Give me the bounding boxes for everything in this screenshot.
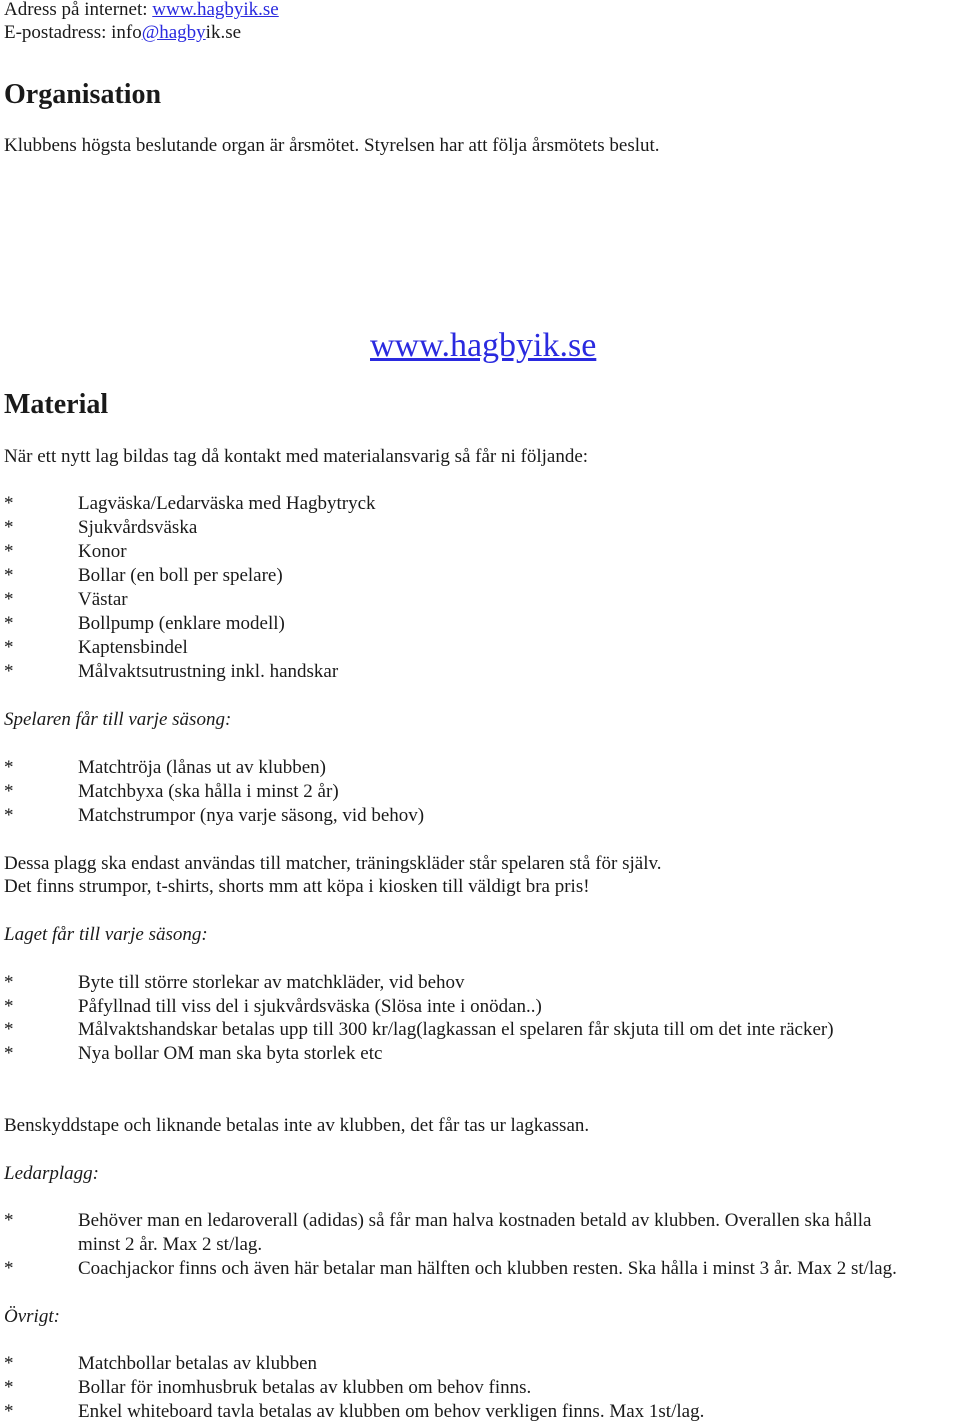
contact-email-line [4,21,241,45]
email-link[interactable]: @hagby [141,22,206,43]
bullet-star: * [4,493,14,514]
watermark-website-link[interactable]: www.hagbyik.se [370,327,597,364]
contact-address-line [4,0,279,22]
list-item-text: Målvaktshandskar betalas upp till 300 kr/lag(lagkassan el spelaren får skjuta till om det inte räcker) [78,1019,834,1040]
bullet-star: * [4,757,14,778]
email-suffix: ik.se [205,22,242,43]
list-item-text: Matchbollar betalas av klubben [78,1353,318,1374]
team-season-heading: Laget får till varje säsong: [4,924,208,945]
contact-address-label: Adress på internet: [4,0,153,20]
list-item-text: Enkel whiteboard tavla betalas av klubben om behov verkligen finns. Max 1st/lag. [78,1401,705,1422]
list-item-text: Bollar för inomhusbruk betalas av klubben om behov finns. [78,1377,532,1398]
bullet-star: * [4,1043,14,1064]
list-item-text: Konor [78,541,127,562]
list-item-text: minst 2 år. Max 2 st/lag. [78,1234,263,1255]
list-item-text: Matchbyxa (ska hålla i minst 2 år) [78,781,339,802]
list-item-text: Behöver man en ledaroverall (adidas) så får man halva kostnaden betald av klubben. Overallen ska hålla [78,1210,872,1231]
bullet-star: * [4,996,14,1017]
list-item-text: Lagväska/Ledarväska med Hagbytryck [78,493,376,514]
bullet-star: * [4,637,14,658]
bullet-star: * [4,541,14,562]
bullet-star: * [4,1401,14,1422]
bullet-star: * [4,613,14,634]
list-item-text: Västar [78,589,128,610]
list-item-text: Kaptensbindel [78,637,188,658]
other-heading: Övrigt: [4,1306,60,1327]
team-season-note: Benskyddstape och liknande betalas inte av klubben, det får tas ur lagkassan. [4,1115,590,1136]
bullet-star: * [4,565,14,586]
list-item-text: Bollpump (enklare modell) [78,613,285,634]
player-season-note-2: Det finns strumpor, t-shirts, shorts mm att köpa i kiosken till väldigt bra pris! [4,876,590,897]
website-link[interactable]: www.hagbyik.se [152,0,279,20]
list-item-text: Bollar (en boll per spelare) [78,565,283,586]
bullet-star: * [4,1019,14,1040]
organisation-text: Klubbens högsta beslutande organ är årsmötet. Styrelsen har att följa årsmötets beslut. [4,135,660,156]
player-season-heading: Spelaren får till varje säsong: [4,709,232,730]
bullet-star: * [4,661,14,682]
material-intro: När ett nytt lag bildas tag då kontakt med materialansvarig så får ni följande: [4,446,589,467]
bullet-star: * [4,1210,14,1231]
list-item-text: Sjukvårdsväska [78,517,198,538]
leader-clothes-heading: Ledarplagg: [4,1163,99,1184]
list-item-text: Matchstrumpor (nya varje säsong, vid behov) [78,805,425,826]
bullet-star: * [4,1377,14,1398]
bullet-star: * [4,589,14,610]
list-item-text: Målvaktsutrustning inkl. handskar [78,661,339,682]
list-item-text: Coachjackor finns och även här betalar man hälften och klubben resten. Ska hålla i minst 3 år. Max 2 st/lag. [78,1258,897,1279]
material-heading: Material [4,389,109,420]
list-item-text: Nya bollar OM man ska byta storlek etc [78,1043,383,1064]
bullet-star: * [4,781,14,802]
list-item-text: Matchtröja (lånas ut av klubben) [78,757,326,778]
organisation-heading: Organisation [4,79,162,110]
player-season-note-1: Dessa plagg ska endast användas till matcher, träningskläder står spelaren stå för själv. [4,853,662,874]
email-prefix: E-postadress: info [4,22,142,43]
bullet-star: * [4,1258,14,1279]
bullet-star: * [4,1353,14,1374]
bullet-star: * [4,972,14,993]
list-item-text: Byte till större storlekar av matchkläder, vid behov [78,972,465,993]
bullet-star: * [4,517,14,538]
list-item-text: Påfyllnad till viss del i sjukvårdsväska (Slösa inte i onödan..) [78,996,542,1017]
bullet-star: * [4,805,14,826]
